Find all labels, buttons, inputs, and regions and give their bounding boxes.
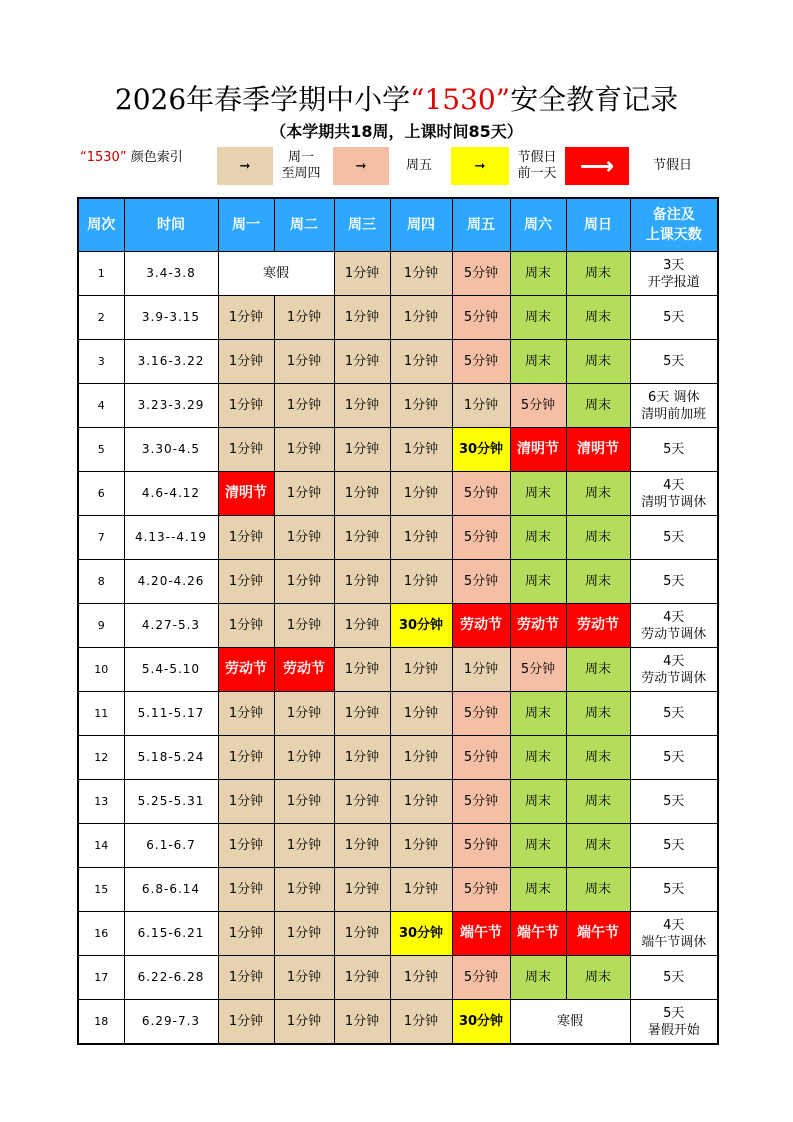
date-range-cell: 6.1-6.7 <box>124 824 218 868</box>
week-number-cell: 17 <box>78 956 124 1000</box>
column-header: 周六 <box>510 198 566 252</box>
day-cell: 1分钟 <box>218 560 274 604</box>
day-cell: 1分钟 <box>334 560 390 604</box>
day-cell: 1分钟 <box>274 604 334 648</box>
date-range-cell: 6.8-6.14 <box>124 868 218 912</box>
note-cell: 4天 清明节调休 <box>630 472 718 516</box>
day-cell: 30分钟 <box>390 912 452 956</box>
day-cell: 1分钟 <box>334 340 390 384</box>
legend-text-friday: 周五 <box>405 158 432 173</box>
day-cell: 周末 <box>566 516 630 560</box>
day-cell: 5分钟 <box>452 516 510 560</box>
day-cell: 周末 <box>566 692 630 736</box>
week-number-cell: 12 <box>78 736 124 780</box>
day-cell: 周末 <box>510 736 566 780</box>
day-cell: 1分钟 <box>452 384 510 428</box>
day-cell: 周末 <box>510 824 566 868</box>
note-cell: 5天 <box>630 780 718 824</box>
table-row <box>78 868 718 912</box>
day-cell: 1分钟 <box>274 472 334 516</box>
day-cell: 1分钟 <box>390 1000 452 1045</box>
day-cell: 周末 <box>510 868 566 912</box>
day-cell: 周末 <box>566 296 630 340</box>
table-row <box>78 516 718 560</box>
date-range-cell: 6.29-7.3 <box>124 1000 218 1045</box>
table-row <box>78 736 718 780</box>
column-header: 周次 <box>78 198 124 252</box>
day-cell: 1分钟 <box>218 912 274 956</box>
day-cell: 1分钟 <box>274 340 334 384</box>
day-cell: 1分钟 <box>334 1000 390 1045</box>
title-highlight: “1530” <box>410 83 511 116</box>
day-cell: 端午节 <box>510 912 566 956</box>
table-row <box>78 428 718 472</box>
day-cell: 1分钟 <box>390 956 452 1000</box>
day-cell: 寒假 <box>218 252 334 296</box>
day-cell: 1分钟 <box>218 692 274 736</box>
date-range-cell: 3.30-4.5 <box>124 428 218 472</box>
day-cell: 1分钟 <box>334 252 390 296</box>
day-cell: 1分钟 <box>274 956 334 1000</box>
day-cell: 1分钟 <box>218 868 274 912</box>
day-cell: 1分钟 <box>390 868 452 912</box>
day-cell: 5分钟 <box>452 296 510 340</box>
column-header: 周五 <box>452 198 510 252</box>
day-cell: 1分钟 <box>390 780 452 824</box>
week-number-cell: 14 <box>78 824 124 868</box>
day-cell: 1分钟 <box>218 780 274 824</box>
week-number-cell: 6 <box>78 472 124 516</box>
week-number-cell: 4 <box>78 384 124 428</box>
date-range-cell: 4.13--4.19 <box>124 516 218 560</box>
table-row <box>78 340 718 384</box>
week-number-cell: 10 <box>78 648 124 692</box>
day-cell: 5分钟 <box>452 252 510 296</box>
title-text-end: 安全教育记录 <box>510 83 679 116</box>
legend-swatch-pre-holiday <box>451 147 509 185</box>
day-cell: 劳动节 <box>566 604 630 648</box>
note-cell: 5天 <box>630 868 718 912</box>
page-title <box>0 78 793 118</box>
legend-text-weekday: 周一 至周四 <box>281 150 321 181</box>
day-cell: 1分钟 <box>274 824 334 868</box>
day-cell: 1分钟 <box>274 868 334 912</box>
day-cell: 1分钟 <box>218 736 274 780</box>
table-row <box>78 560 718 604</box>
table-row <box>78 1000 718 1045</box>
note-cell: 5天 <box>630 560 718 604</box>
day-cell: 周末 <box>510 472 566 516</box>
date-range-cell: 4.27-5.3 <box>124 604 218 648</box>
day-cell: 5分钟 <box>452 956 510 1000</box>
day-cell: 5分钟 <box>510 384 566 428</box>
day-cell: 1分钟 <box>274 560 334 604</box>
legend-swatch-friday <box>333 147 389 185</box>
day-cell: 劳动节 <box>510 604 566 648</box>
day-cell: 1分钟 <box>274 1000 334 1045</box>
arrow-right-icon: ➞ <box>239 158 251 174</box>
day-cell: 周末 <box>510 296 566 340</box>
column-header: 备注及 上课天数 <box>630 198 718 252</box>
note-cell: 5天 暑假开始 <box>630 1000 718 1045</box>
day-cell: 1分钟 <box>218 340 274 384</box>
day-cell: 5分钟 <box>452 340 510 384</box>
column-header: 时间 <box>124 198 218 252</box>
day-cell: 周末 <box>510 340 566 384</box>
day-cell: 1分钟 <box>390 648 452 692</box>
day-cell: 端午节 <box>566 912 630 956</box>
date-range-cell: 6.15-6.21 <box>124 912 218 956</box>
day-cell: 劳动节 <box>452 604 510 648</box>
note-cell: 5天 <box>630 296 718 340</box>
day-cell: 清明节 <box>218 472 274 516</box>
week-number-cell: 5 <box>78 428 124 472</box>
day-cell: 1分钟 <box>334 868 390 912</box>
header-row <box>78 198 718 252</box>
day-cell: 清明节 <box>510 428 566 472</box>
week-number-cell: 8 <box>78 560 124 604</box>
date-range-cell: 4.20-4.26 <box>124 560 218 604</box>
day-cell: 1分钟 <box>390 516 452 560</box>
date-range-cell: 6.22-6.28 <box>124 956 218 1000</box>
legend-text-pre-holiday: 节假日 前一天 <box>517 150 557 181</box>
day-cell: 1分钟 <box>274 384 334 428</box>
note-cell: 6天 调休 清明前加班 <box>630 384 718 428</box>
week-number-cell: 16 <box>78 912 124 956</box>
note-cell: 5天 <box>630 340 718 384</box>
schedule-table <box>77 197 719 1045</box>
column-header: 周一 <box>218 198 274 252</box>
day-cell: 1分钟 <box>390 560 452 604</box>
day-cell: 1分钟 <box>218 516 274 560</box>
day-cell: 周末 <box>510 780 566 824</box>
long-arrow-right-icon: ⟶ <box>579 152 615 180</box>
day-cell: 1分钟 <box>334 428 390 472</box>
table-row <box>78 956 718 1000</box>
table-row <box>78 472 718 516</box>
table-row <box>78 780 718 824</box>
day-cell: 5分钟 <box>452 472 510 516</box>
day-cell: 端午节 <box>452 912 510 956</box>
arrow-right-icon: ➞ <box>355 158 367 174</box>
day-cell: 1分钟 <box>334 296 390 340</box>
day-cell: 5分钟 <box>452 692 510 736</box>
day-cell: 周末 <box>566 780 630 824</box>
week-number-cell: 3 <box>78 340 124 384</box>
day-cell: 周末 <box>510 560 566 604</box>
day-cell: 1分钟 <box>334 384 390 428</box>
day-cell: 周末 <box>566 956 630 1000</box>
week-number-cell: 1 <box>78 252 124 296</box>
day-cell: 周末 <box>510 516 566 560</box>
day-cell: 1分钟 <box>390 384 452 428</box>
day-cell: 清明节 <box>566 428 630 472</box>
date-range-cell: 5.25-5.31 <box>124 780 218 824</box>
day-cell: 5分钟 <box>452 824 510 868</box>
day-cell: 1分钟 <box>274 780 334 824</box>
note-cell: 5天 <box>630 956 718 1000</box>
note-cell: 4天 劳动节调休 <box>630 604 718 648</box>
table-row <box>78 604 718 648</box>
note-cell: 5天 <box>630 736 718 780</box>
day-cell: 周末 <box>566 736 630 780</box>
note-cell: 3天 开学报道 <box>630 252 718 296</box>
day-cell: 周末 <box>566 824 630 868</box>
day-cell: 周末 <box>510 252 566 296</box>
day-cell: 周末 <box>566 384 630 428</box>
date-range-cell: 5.18-5.24 <box>124 736 218 780</box>
day-cell: 5分钟 <box>510 648 566 692</box>
day-cell: 1分钟 <box>218 428 274 472</box>
day-cell: 周末 <box>566 648 630 692</box>
day-cell: 1分钟 <box>274 736 334 780</box>
day-cell: 1分钟 <box>218 956 274 1000</box>
table-row <box>78 912 718 956</box>
day-cell: 1分钟 <box>274 428 334 472</box>
day-cell: 周末 <box>510 692 566 736</box>
day-cell: 劳动节 <box>218 648 274 692</box>
week-number-cell: 7 <box>78 516 124 560</box>
day-cell: 30分钟 <box>452 1000 510 1045</box>
day-cell: 周末 <box>566 472 630 516</box>
day-cell: 1分钟 <box>218 824 274 868</box>
week-number-cell: 9 <box>78 604 124 648</box>
arrow-right-icon: ➞ <box>474 158 486 174</box>
table-row <box>78 384 718 428</box>
note-cell: 4天 劳动节调休 <box>630 648 718 692</box>
day-cell: 劳动节 <box>274 648 334 692</box>
day-cell: 1分钟 <box>390 296 452 340</box>
day-cell: 1分钟 <box>390 340 452 384</box>
day-cell: 1分钟 <box>390 428 452 472</box>
day-cell: 5分钟 <box>452 736 510 780</box>
date-range-cell: 5.11-5.17 <box>124 692 218 736</box>
subtitle: （本学期共18周，上课时间85天） <box>270 122 523 141</box>
day-cell: 1分钟 <box>334 736 390 780</box>
note-cell: 5天 <box>630 516 718 560</box>
day-cell: 1分钟 <box>334 912 390 956</box>
day-cell: 1分钟 <box>274 516 334 560</box>
day-cell: 1分钟 <box>274 912 334 956</box>
day-cell: 1分钟 <box>390 824 452 868</box>
color-legend <box>80 147 716 187</box>
week-number-cell: 2 <box>78 296 124 340</box>
legend-text-holiday: 节假日 <box>652 158 692 173</box>
day-cell: 1分钟 <box>274 296 334 340</box>
week-number-cell: 15 <box>78 868 124 912</box>
day-cell: 1分钟 <box>218 1000 274 1045</box>
legend-label-quote: “1530” <box>80 150 127 165</box>
date-range-cell: 4.6-4.12 <box>124 472 218 516</box>
day-cell: 1分钟 <box>452 648 510 692</box>
day-cell: 1分钟 <box>274 692 334 736</box>
table-row <box>78 252 718 296</box>
table-row <box>78 648 718 692</box>
day-cell: 1分钟 <box>334 516 390 560</box>
date-range-cell: 3.4-3.8 <box>124 252 218 296</box>
day-cell: 1分钟 <box>390 252 452 296</box>
day-cell: 1分钟 <box>390 736 452 780</box>
column-header: 周日 <box>566 198 630 252</box>
legend-swatch-holiday <box>565 147 629 185</box>
day-cell: 5分钟 <box>452 868 510 912</box>
day-cell: 1分钟 <box>390 692 452 736</box>
day-cell: 寒假 <box>510 1000 630 1045</box>
day-cell: 周末 <box>510 956 566 1000</box>
week-number-cell: 13 <box>78 780 124 824</box>
note-cell: 5天 <box>630 428 718 472</box>
day-cell: 周末 <box>566 340 630 384</box>
note-cell: 5天 <box>630 692 718 736</box>
day-cell: 1分钟 <box>390 472 452 516</box>
table-row <box>78 296 718 340</box>
day-cell: 1分钟 <box>218 296 274 340</box>
day-cell: 1分钟 <box>334 472 390 516</box>
day-cell: 1分钟 <box>334 604 390 648</box>
date-range-cell: 3.16-3.22 <box>124 340 218 384</box>
day-cell: 1分钟 <box>334 692 390 736</box>
day-cell: 1分钟 <box>218 604 274 648</box>
table-row <box>78 824 718 868</box>
title-text: 2026年春季学期中小学 <box>114 83 411 116</box>
table-row <box>78 692 718 736</box>
day-cell: 1分钟 <box>334 780 390 824</box>
table-body <box>78 252 718 1045</box>
day-cell: 1分钟 <box>334 824 390 868</box>
day-cell: 周末 <box>566 560 630 604</box>
week-number-cell: 18 <box>78 1000 124 1045</box>
column-header: 周三 <box>334 198 390 252</box>
day-cell: 1分钟 <box>218 384 274 428</box>
date-range-cell: 5.4-5.10 <box>124 648 218 692</box>
legend-label <box>80 149 210 166</box>
note-cell: 4天 端午节调休 <box>630 912 718 956</box>
day-cell: 1分钟 <box>334 956 390 1000</box>
day-cell: 周末 <box>566 252 630 296</box>
date-range-cell: 3.23-3.29 <box>124 384 218 428</box>
note-cell: 5天 <box>630 824 718 868</box>
day-cell: 30分钟 <box>390 604 452 648</box>
day-cell: 周末 <box>566 868 630 912</box>
date-range-cell: 3.9-3.15 <box>124 296 218 340</box>
column-header: 周四 <box>390 198 452 252</box>
day-cell: 5分钟 <box>452 780 510 824</box>
legend-label-text: 颜色索引 <box>130 150 183 165</box>
column-header: 周二 <box>274 198 334 252</box>
day-cell: 30分钟 <box>452 428 510 472</box>
legend-swatch-weekday <box>217 147 273 185</box>
day-cell: 5分钟 <box>452 560 510 604</box>
week-number-cell: 11 <box>78 692 124 736</box>
day-cell: 1分钟 <box>334 648 390 692</box>
